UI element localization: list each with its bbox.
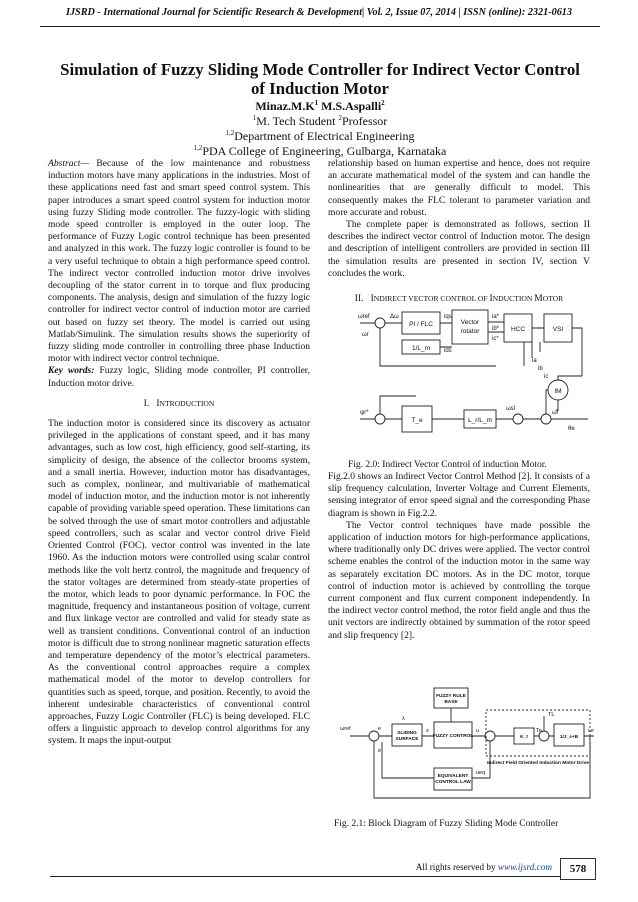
journal-header: IJSRD - International Journal for Scientific Research & Development| Vol. 2, Issue 07, 2014 | ISSN (online): 2321-0613 (66, 7, 572, 18)
section-1-number: I. (143, 398, 150, 409)
right-paragraph-1: relationship based on human expertise and hence, does not require an accurate mathematical model of the system and can handle the nonlinearities that are generally difficult to model. This consequently makes the FLC tolerant to parameter variation and more accurate and robust. (328, 158, 590, 218)
paper-title (40, 60, 600, 98)
aff4-text: PDA College of Engineering, Gulbarga, Karnataka (202, 144, 447, 158)
s2-w1f: I (370, 294, 374, 305)
svg-text:ωr: ωr (588, 728, 595, 734)
svg-text:rotator: rotator (460, 328, 480, 335)
svg-text:ωr: ωr (362, 332, 369, 338)
svg-text:TL: TL (548, 712, 555, 718)
footer-rule (50, 876, 590, 877)
kt-label: K_t (520, 735, 528, 740)
s2-w3f: M (534, 294, 543, 305)
aff3-text: Department of Electrical Engineering (234, 129, 415, 143)
author-names (40, 99, 600, 114)
vsi-label: VSI (552, 326, 564, 333)
svg-text:ωr: ωr (552, 410, 559, 416)
section-1-first: I (156, 398, 160, 409)
svg-text:ueq: ueq (476, 770, 486, 776)
right-column-middle (328, 471, 590, 642)
author-block (40, 99, 600, 159)
header-rule (40, 26, 600, 27)
im-label: IM (554, 388, 562, 395)
drive-label: Indirect Field Oriented Induction Motor Drive (487, 761, 589, 766)
footer-site-link[interactable]: www.ijsrd.com (497, 862, 552, 872)
section-heading-2 (328, 293, 590, 305)
transfer-label: 1/J_s+B (559, 735, 579, 740)
footer-rights (416, 862, 552, 872)
abstract-text: Because of the low maintenance and robustness induction motors have many applications in the industries. Most of these applications need fast and smart speed control system. This paper introduces a smart speed control system for induction motor using fuzzy Sliding mode controller. The fuzzy-logic with sliding mode speed controller is employed in the outer loop. The performance of Fuzzy Logic control technique has been presented and analyzed in this work. The fuzzy logic controller is found to be a very useful technique to obtain a high performance speed control. The indirect vector controlled induction motor drive involves decoupling of the stator current in to torque and flux producing components. The analysis, design and simulation of the fuzzy logic controller for indirect vector control of induction motor are carried out based on fuzzy set theory. The model is carried out using Matlab/Simulink. The simulation results shows the superiority of fuzzy sliding mode controller in controlling three phase Induction motor with indirect vector control technique. (48, 158, 310, 365)
left-column (48, 158, 310, 748)
fuzzy-control-label: FUZZY CONTROL (432, 734, 474, 739)
svg-text:Te: Te (536, 728, 542, 734)
svg-text:Δω: Δω (390, 314, 399, 320)
affiliation-college (40, 144, 600, 159)
equivalent-control-label: EQUIVALENT (437, 774, 469, 779)
svg-text:ic: ic (544, 374, 549, 380)
equivalent-control-block (434, 768, 472, 790)
te-label: T_e (411, 417, 423, 424)
author-1: Minaz.M.K (255, 99, 315, 113)
sliding-surface-label: SLIDING (397, 731, 417, 736)
aff1-text: M. Tech Student (256, 114, 339, 128)
svg-text:SURFACE: SURFACE (395, 737, 419, 742)
svg-text:θe: θe (568, 426, 575, 432)
fig-2-0-diagram (356, 306, 594, 454)
keywords-text: Fuzzy logic, Sliding mode controller, PI controller, Induction motor drive. (48, 365, 310, 389)
vector-rotator-block (452, 310, 488, 344)
svg-text:ė: ė (378, 748, 382, 754)
vector-rotator-label: Vector (460, 319, 480, 326)
svg-text:e: e (378, 726, 382, 732)
fig-2-1-diagram (338, 686, 596, 814)
svg-text:ids: ids (444, 348, 452, 354)
s2-w2r: NDUCTION (492, 294, 535, 304)
author-1-sup: 1 (314, 99, 319, 107)
svg-text:ia: ia (532, 358, 537, 364)
hcc-label: HCC (510, 326, 526, 333)
svg-text:s: s (426, 728, 429, 734)
svg-text:ωsl: ωsl (506, 406, 516, 412)
right-column-top (328, 158, 590, 313)
section-1-rest: NTRODUCTION (159, 398, 215, 408)
section-2-number: II. (354, 294, 364, 305)
svg-text:ψr*: ψr* (360, 410, 369, 416)
right-paragraph-4: The Vector control techniques have made possible the application of induction motors for high-performance applications, where traditionally only DC drives were applied. The vector control scheme enables the control of the induction motor in the same way as separately excitation DC motors. As in the DC motor, torque control of induction motor is achieved by controlling the torque current component and flux current component independently. In the indirect vector control method, the rotor field angle and thus the unit vectors are indirectly obtained by summation of the rotor speed and slip frequency [2]. (328, 519, 590, 641)
aff4-sup: 1,2 (193, 144, 203, 152)
footer-text: All rights reserved by (415, 862, 498, 872)
page-number: 578 (560, 858, 596, 880)
s2-w1r: NDIRECT VECTOR CONTROL OF (373, 294, 490, 304)
aff3-sup: 1,2 (225, 129, 235, 137)
svg-text:ia*: ia* (492, 314, 500, 320)
svg-text:ib: ib (538, 366, 543, 372)
fig-2-0-caption: Fig. 2.0: Indirect Vector Control of induction Motor. (348, 460, 547, 470)
svg-text:λ: λ (402, 716, 405, 722)
intro-paragraph: The induction motor is considered since its discovery as actuator privileged in the applications of constant speed, and it has many advantages, such as low cost, high efficiency, good self-starting, its simplicity of design, the absence of the collector brooms system, and a small inertia. However, induction motor has disadvantages, such as complex, nonlinear, and multivariable of mathematical model of induction motor, and the induction motor is not inherently capable of providing variable speed operation. These limitations can be solved through the use of smart motor controllers and adjustable speed controllers, such as scalar and vector control drive Field Oriented Control (FOC). vector control was invented in the late 1960. As the induction motors were controlled using scalar control methods like the volt hertz control, the magnitude and frequency of the stator voltages are determined from steady-state properties of the motor, which leads to poor dynamic performance. In FOC the magnitude, frequency and instantaneous position of voltage, current and flux linkage vector are controlled and valid for steady state as well as transient conditions. Conventional control of an induction motor is difficult due to strong nonlinear magnetic saturation effects and temperature dependency of the motor’s electrical parameters. As the conventional control approaches require a complex mathematical model of the motor to develop controllers for quantities such as speed, torque, and position. Recently, to avoid the inherent undesirable characteristics of conventional control approaches, Fuzzy Logic Controller (FLC) is being developed. FLC offers a linguistic approach to develop control algorithms for any system. It maps the input-output (48, 418, 310, 747)
aff2-text: Professor (341, 114, 388, 128)
title-line-2: of Induction Motor (251, 79, 389, 98)
svg-text:iqs: iqs (444, 314, 452, 320)
fuzzy-rule-base-label: FUZZY RULE (436, 694, 466, 699)
aff1-sup: 1 (252, 114, 257, 122)
svg-text:ic*: ic* (492, 336, 499, 342)
s2-w2f: I (489, 294, 493, 305)
svg-text:ib*: ib* (492, 326, 500, 332)
svg-text:BASE: BASE (444, 700, 458, 705)
abstract-label: Abstract— (48, 158, 89, 169)
author-2-sup: 2 (381, 99, 385, 107)
section-heading-1 (48, 398, 310, 410)
svg-text:ωref: ωref (340, 726, 351, 732)
fig-2-1-caption: Fig. 2.1: Block Diagram of Fuzzy Sliding Mode Controller (334, 819, 559, 829)
affiliation-dept (40, 129, 600, 144)
svg-text:CONTROL LAW: CONTROL LAW (435, 780, 471, 785)
s2-w3r: OTOR (542, 294, 564, 304)
keywords-label: Key words: (48, 365, 95, 377)
one-over-lm-label: 1/L_m (411, 345, 431, 352)
svg-text:ωref: ωref (358, 314, 370, 320)
pi-flc-label: PI / FLC (409, 321, 433, 328)
title-line-1: Simulation of Fuzzy Sliding Mode Controller for Indirect Vector Control (60, 60, 580, 79)
right-paragraph-3: Fig.2.0 shows an Indirect Vector Control Method [2]. It consists of a slip frequency calculation, Inverter Voltage and Current Elements, sensing integrator of error speed signal and the corresponding Phase diagram is shown in Fig.2.2. (328, 471, 590, 519)
keywords (48, 365, 310, 389)
abstract (48, 158, 310, 365)
svg-text:u: u (476, 728, 480, 734)
right-paragraph-2: The complete paper is demonstrated as follows, section II describes the indirect vector control of Induction motor. The design and description of intelligent controllers are provided in section III the simulation results are presented in section IV, section V concludes the work. (328, 219, 590, 279)
author-2: M.S.Aspalli (321, 99, 382, 113)
affiliation-role (40, 114, 600, 129)
aff2-sup: 2 (338, 114, 342, 122)
lr-lm-label: L_r/L_m (468, 417, 492, 424)
